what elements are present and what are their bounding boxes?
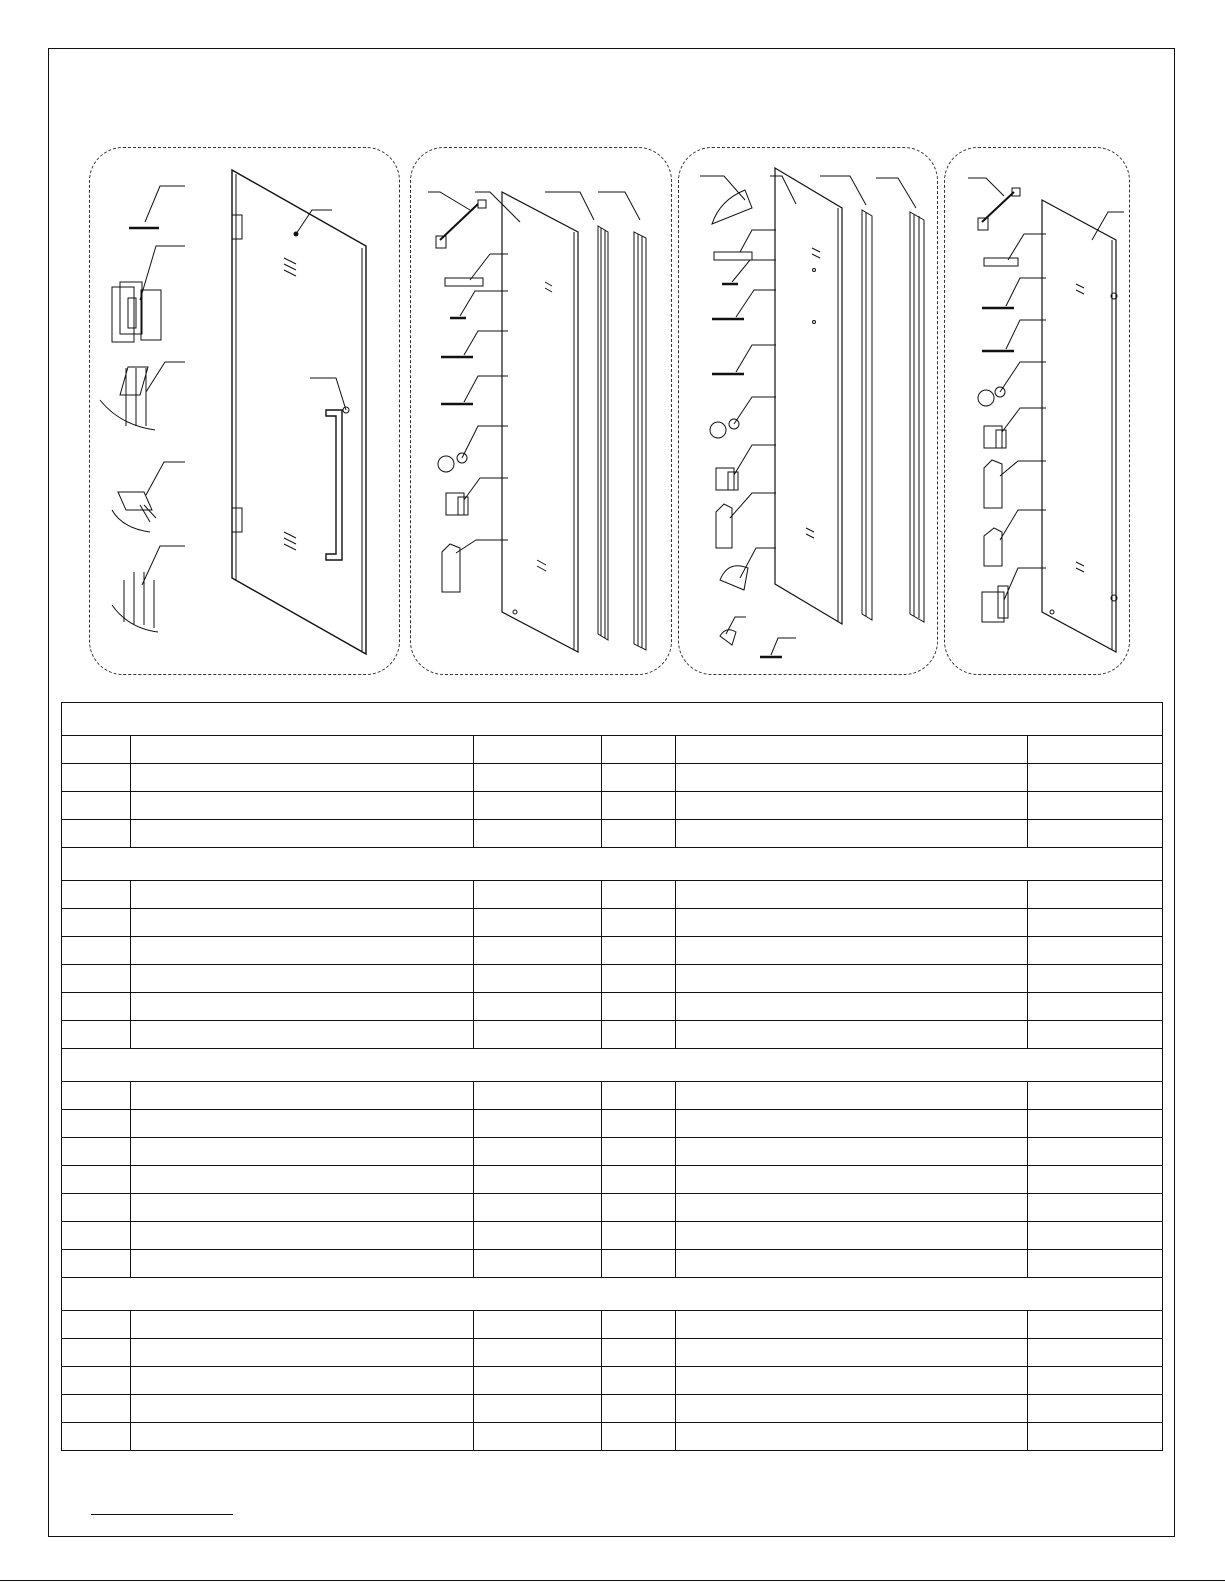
table-row (62, 1110, 1163, 1138)
signature-line (91, 1514, 233, 1515)
section-header-row (62, 703, 1163, 736)
section-header-row (62, 1049, 1163, 1082)
section-header-row (62, 1278, 1163, 1311)
table-row (62, 1395, 1163, 1423)
table-row (62, 1194, 1163, 1222)
shelf-panel-drawing (700, 168, 924, 657)
table-row (62, 1222, 1163, 1250)
door-glass-drawing (232, 170, 366, 654)
section-header-row (62, 848, 1163, 881)
return-panel-drawing (968, 178, 1124, 652)
parts-list-table (61, 702, 1163, 1451)
exploded-diagrams (0, 0, 1225, 700)
table-row (62, 909, 1163, 937)
table-row (62, 1339, 1163, 1367)
table-row (62, 764, 1163, 792)
table-row (62, 1311, 1163, 1339)
table-row (62, 965, 1163, 993)
table-row (62, 937, 1163, 965)
table-row (62, 881, 1163, 909)
table-row (62, 736, 1163, 764)
table-row (62, 993, 1163, 1021)
table-row (62, 1367, 1163, 1395)
table-row (62, 1166, 1163, 1194)
table-row (62, 820, 1163, 848)
table-row (62, 1021, 1163, 1049)
table-row (62, 1250, 1163, 1278)
door-hardware-drawing (100, 186, 185, 632)
table-row (62, 1138, 1163, 1166)
fixed-glass-drawing (428, 192, 646, 652)
table-row (62, 792, 1163, 820)
bottom-rule (0, 1580, 1225, 1581)
table-row (62, 1423, 1163, 1451)
table-row (62, 1082, 1163, 1110)
